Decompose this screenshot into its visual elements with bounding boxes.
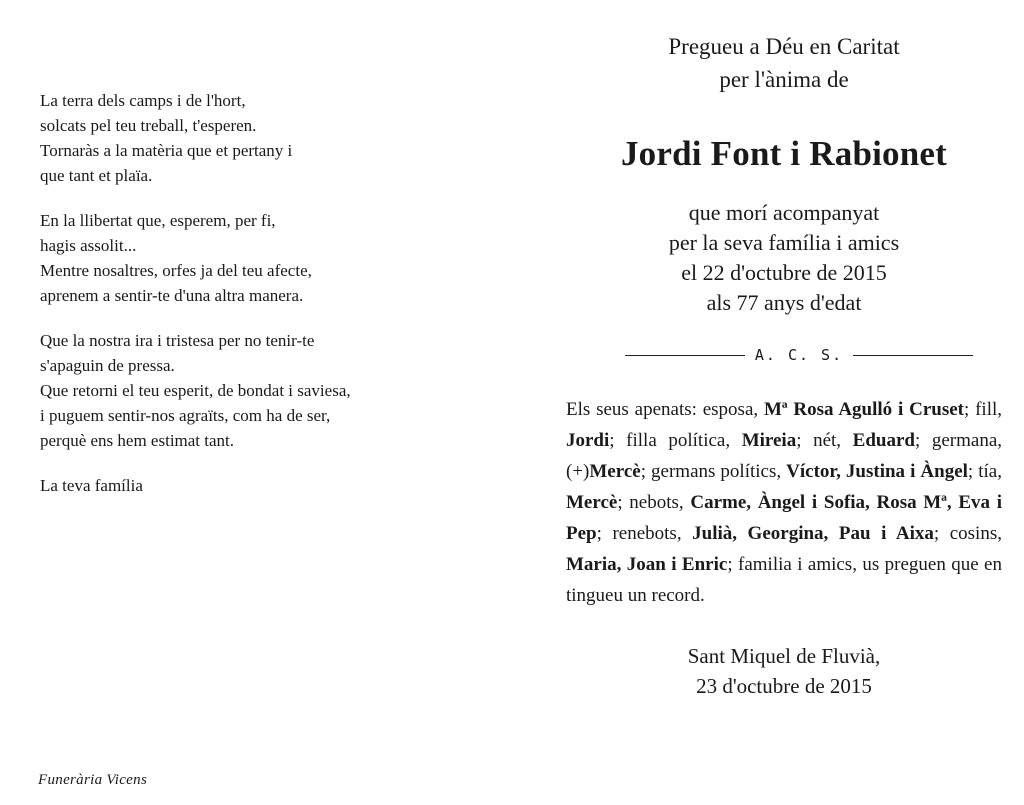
deceased-name: Jordi Font i Rabionet: [620, 134, 948, 173]
death-details: [566, 198, 1002, 318]
mourner-text: ; nebots,: [617, 492, 691, 513]
mourner-text: ; cosins,: [933, 523, 1002, 544]
poem-line: solcats pel teu treball, t'esperen.: [40, 116, 257, 135]
poem-line: s'apaguin de pressa.: [40, 356, 175, 375]
death-line: als 77 anys d'edat: [706, 290, 862, 315]
mourner-text: ; germans polítics,: [640, 461, 787, 482]
mourner-text: ; familia i amics, us preguen que en tingueu un record.: [566, 554, 1002, 606]
poem-line: Tornaràs a la matèria que et pertany i: [40, 141, 293, 160]
poem-line: aprenem a sentir-te d'una altra manera.: [40, 286, 304, 305]
death-line: que morí acompanyat: [688, 200, 880, 225]
closing-date: 23 d'octubre de 2015: [696, 674, 872, 698]
mourners-paragraph: [566, 394, 1002, 611]
poem-line: perquè ens hem estimat tant.: [40, 431, 235, 450]
mourner-name: Julià, Georgina, Pau i Aixa: [692, 523, 934, 544]
prayer-intro: [566, 30, 1002, 96]
mourner-text: ; fill,: [963, 399, 1003, 420]
mourner-name: Carme, Àngel i Sofia, Rosa Mª, Eva i Pep: [566, 492, 1003, 544]
poem-line: Que la nostra ira i tristesa per no tenir-te: [40, 331, 315, 350]
poem-stanza: [40, 208, 500, 308]
mourner-text: ; germana, (+): [566, 430, 1003, 482]
closing-place: Sant Miquel de Fluvià,: [687, 644, 881, 668]
poem-line: i puguem sentir-nos agraïts, com ha de ser,: [40, 406, 331, 425]
mourner-text: ; tía,: [967, 461, 1002, 482]
poem-stanza: [40, 328, 500, 453]
notice-column: [566, 30, 1002, 701]
place-and-date: [566, 641, 1002, 701]
death-line: el 22 d'octubre de 2015: [681, 260, 887, 285]
funeral-home-credit: Funerària Vicens: [38, 772, 148, 788]
mourner-text: ; nét,: [796, 430, 853, 451]
poem-line: que tant et plaïa.: [40, 166, 153, 185]
intro-line: per l'ànima de: [719, 67, 849, 92]
acs-text: A. C. S.: [754, 346, 844, 364]
mourner-text: ; filla política,: [609, 430, 742, 451]
mourner-text: ; renebots,: [596, 523, 693, 544]
poem-line: La terra dels camps i de l'hort,: [40, 91, 246, 110]
poem-line: En la llibertat que, esperem, per fi,: [40, 211, 276, 230]
poem-line: Mentre nosaltres, orfes ja del teu afecte,: [40, 261, 312, 280]
poem-line: hagis assolit...: [40, 236, 137, 255]
mourner-name: Mireia: [741, 430, 797, 451]
divider-rule: [853, 355, 973, 356]
poem-line: Que retorni el teu esperit, de bondat i saviesa,: [40, 381, 351, 400]
poem-stanza: [40, 88, 500, 188]
mourner-name: Mª Rosa Agulló i Cruset: [763, 399, 964, 420]
mourner-name: Maria, Joan i Enric: [566, 554, 728, 575]
divider-rule: [625, 355, 745, 356]
mourner-name: Víctor, Justina i Àngel: [786, 461, 968, 482]
poem-signature: La teva família: [40, 476, 143, 495]
intro-line: Pregueu a Déu en Caritat: [668, 34, 900, 59]
mourner-name: Mercè: [566, 492, 618, 513]
poem-column: [40, 88, 500, 498]
mourner-name: Jordi: [566, 430, 610, 451]
mourner-name: Mercè: [589, 461, 641, 482]
mourner-name: Eduard: [852, 430, 915, 451]
death-line: per la seva família i amics: [668, 230, 900, 255]
mourner-text: Els seus apenats: esposa,: [566, 399, 764, 420]
acs-divider: [566, 346, 1002, 364]
